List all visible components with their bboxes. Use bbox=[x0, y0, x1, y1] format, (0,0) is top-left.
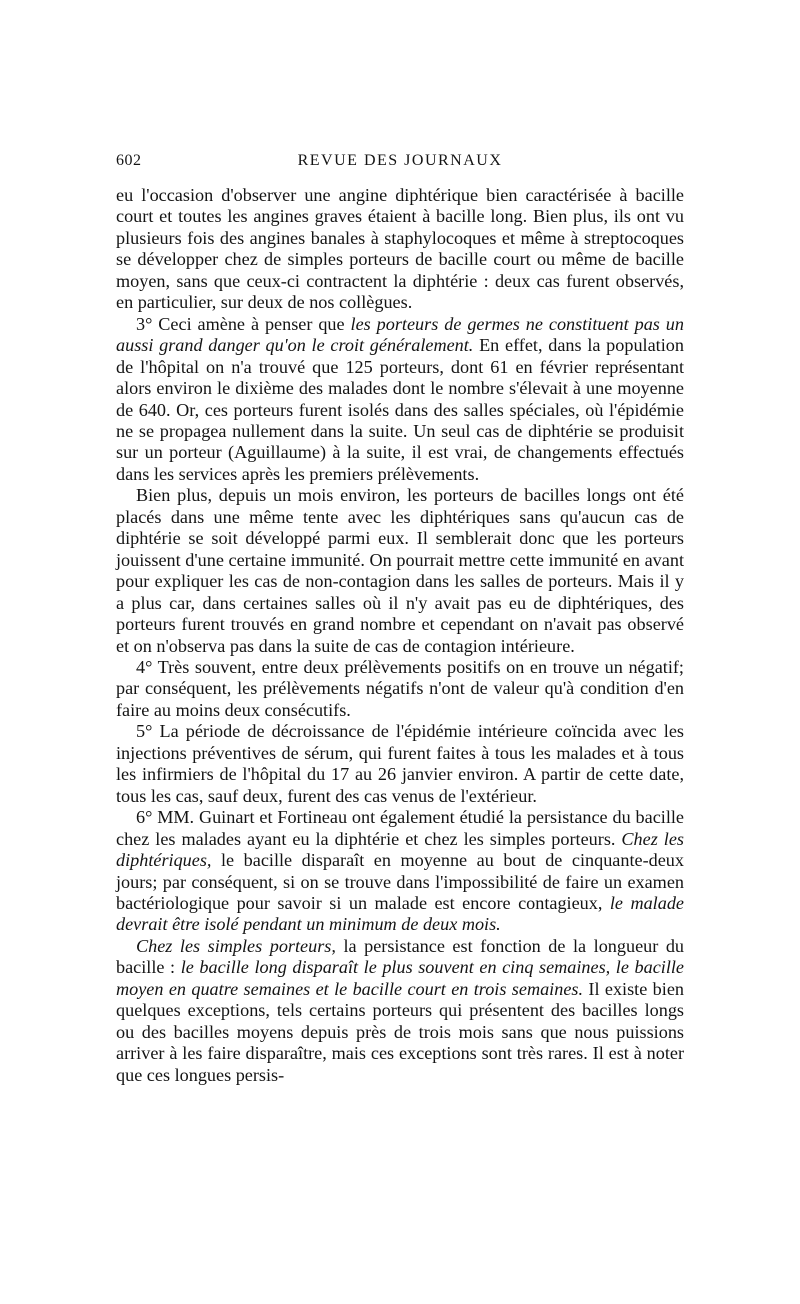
text-run: eu l'occasion d'observer une angine diphtérique bien caractérisée à bacille court et toutes les angines graves étaient à bacille long. Bien plus, ils ont vu plusieurs fois des angines banales à staphylocoques et même à streptocoques se développer chez de simples porteurs de bacille court ou même de bacille moyen, sans que ceux-ci contractent la diphtérie : deux cas furent observés, en particulier, sur deux de nos collègues. bbox=[116, 185, 684, 313]
paragraph bbox=[116, 185, 684, 314]
paragraph bbox=[116, 314, 684, 486]
italic-run: Chez les simples porteurs, bbox=[136, 935, 336, 956]
paragraph bbox=[116, 485, 684, 657]
page-number: 602 bbox=[116, 152, 142, 169]
italic-run: le bacille long disparaît le plus souvent en cinq semaines, le bacille moyen en quatre semaines et le bacille court en trois semaines. bbox=[116, 957, 684, 999]
italic-run: les porteurs de germes ne constituent pas un aussi grand danger qu'on le croit généralement. bbox=[116, 313, 684, 356]
paragraph bbox=[116, 807, 684, 936]
text-run: Bien plus, depuis un mois environ, les porteurs de bacilles longs ont été placés dans une même tente avec les diphtériques sans qu'aucun cas de diphtérie se soit développé parmi eux. Il semblerait donc que les porteurs jouissent d'une certaine immunité. On pourrait mettre cette immunité en avant pour expliquer les cas de non-contagion dans les salles de porteurs. Mais il y a plus car, dans certaines salles où il n'y avait pas eu de diphtériques, des porteurs furent trouvés en grand nombre et cependant on n'avait pas observé et on n'observa pas dans la suite de cas de contagion intérieure. bbox=[116, 485, 684, 656]
text-run: le bacille disparaît en moyenne au bout de cinquante-deux jours; par conséquent, si on se trouve dans l'impossibilité de faire un examen bactériologique pour savoir si un malade est encore contagieux, bbox=[116, 850, 684, 913]
text-run: 4° Très souvent, entre deux prélèvements positifs on en trouve un négatif; par conséquent, les prélèvements négatifs n'ont de valeur qu'à condition d'en faire au moins deux consécutifs. bbox=[116, 656, 684, 720]
paragraph bbox=[116, 721, 684, 807]
running-title: REVUE DES JOURNAUX bbox=[297, 152, 503, 169]
text-run: 6° MM. Guinart et Fortineau ont également étudié la persistance du bacille chez les malades ayant eu la diphtérie et chez les simples porteurs. bbox=[116, 807, 684, 849]
italic-run: le malade devrait être isolé pendant un minimum de deux mois. bbox=[116, 892, 684, 935]
paragraph bbox=[116, 657, 684, 721]
paragraph bbox=[116, 936, 684, 1086]
text-run: Il existe bien quelques exceptions, tels certains porteurs qui présentent des bacilles longs ou des bacilles moyens depuis près de trois mois sans que nous puissions arriver à les faire disparaître, mais ces exceptions sont très rares. Il est à noter que ces longues persis- bbox=[116, 978, 684, 1085]
text-run: 5° La période de décroissance de l'épidémie intérieure coïncida avec les injections préventives de sérum, qui furent faites à tous les malades et à tous les infirmiers de l'hôpital du 17 au 26 janvier environ. A partir de cette date, tous les cas, sauf deux, furent des cas venus de l'extérieur. bbox=[116, 721, 684, 806]
text-run: la persistance est fonction de la longueur du bacille : bbox=[116, 935, 685, 978]
page-header bbox=[116, 148, 684, 174]
body-text bbox=[116, 185, 684, 1086]
italic-run: Chez les diphtériques, bbox=[116, 828, 684, 871]
text-run: En effet, dans la population de l'hôpital on n'a trouvé que 125 porteurs, dont 61 en février représentant alors environ le dixième des malades dont le nombre s'élevait à une moyenne de 640. Or, ces porteurs furent isolés dans des salles spéciales, où l'épidémie ne se propagea nullement dans la suite. Un seul cas de diphtérie se produisit sur un porteur (Aguillaume) à la suite, il est vrai, de changements effectués dans les services après les premiers prélèvements. bbox=[116, 335, 684, 484]
text-run: 3° Ceci amène à penser que bbox=[136, 313, 351, 334]
